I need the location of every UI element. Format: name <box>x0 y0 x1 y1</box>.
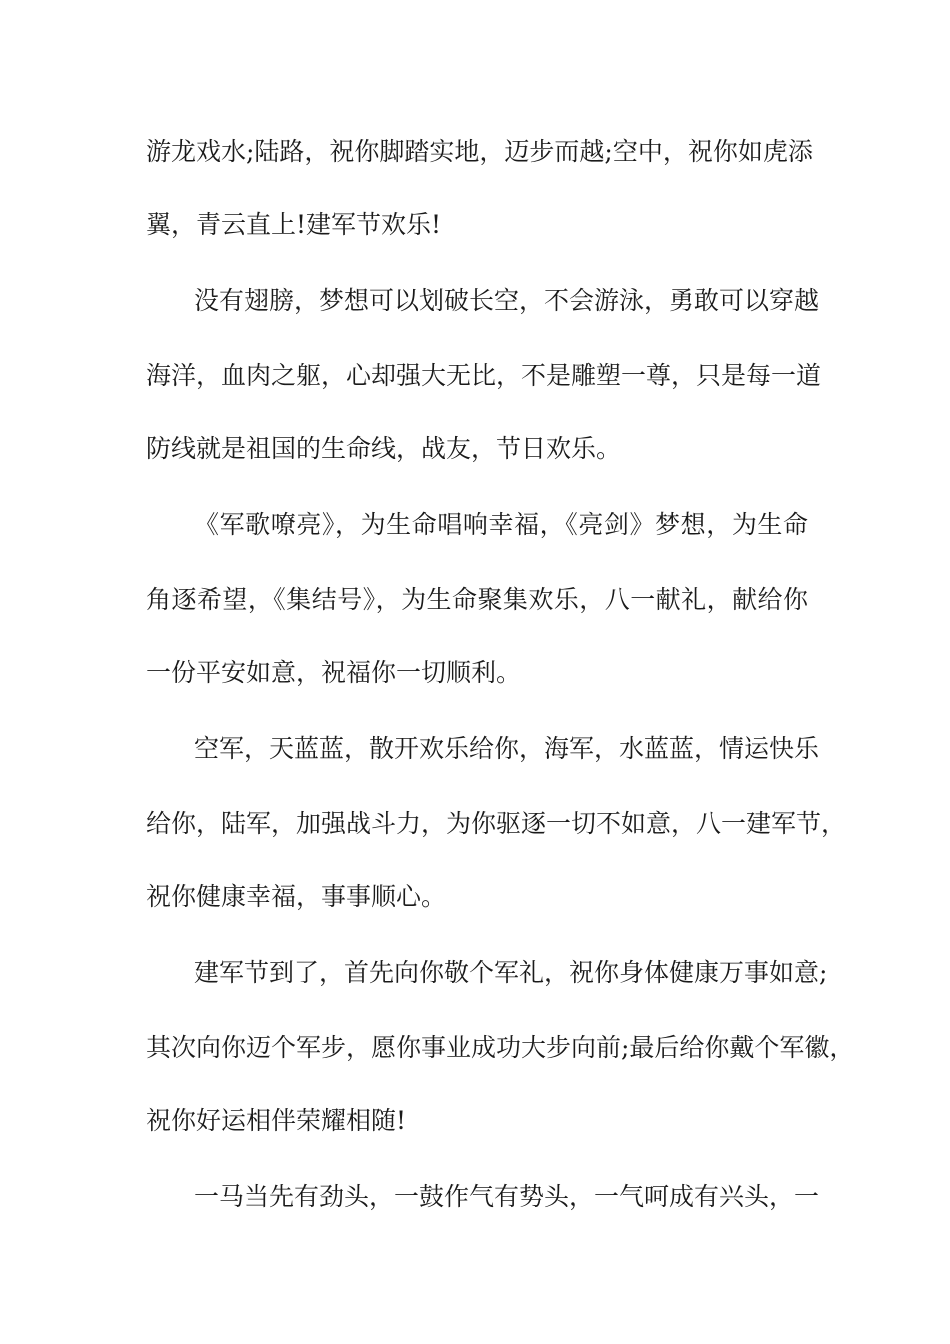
paragraph-4-line-3: 祝你健康幸福，事事顺心。 <box>146 882 447 911</box>
paragraph-3-line-1: 《军歌嘹亮》，为生命唱响幸福，《亮剑》梦想，为生命 <box>194 510 808 539</box>
paragraph-2-line-3: 防线就是祖国的生命线，战友，节日欢乐。 <box>146 434 622 463</box>
paragraph-5-line-3: 祝你好运相伴荣耀相随! <box>146 1106 407 1135</box>
paragraph-1-line-2: 翼，青云直上!建军节欢乐! <box>146 210 442 239</box>
paragraph-4-line-2: 给你，陆军，加强战斗力，为你驱逐一切不如意，八一建军节， <box>146 809 847 838</box>
paragraph-3-line-2: 角逐希望，《集结号》，为生命聚集欢乐，八一献礼，献给你 <box>146 585 808 614</box>
paragraph-6-line-1: 一马当先有劲头，一鼓作气有势头，一气呵成有兴头，一 <box>194 1182 820 1211</box>
paragraph-1-line-1: 游龙戏水;陆路，祝你脚踏实地，迈步而越;空中，祝你如虎添 <box>146 137 813 166</box>
paragraph-5-line-2: 其次向你迈个军步，愿你事业成功大步向前;最后给你戴个军徽， <box>146 1033 855 1062</box>
paragraph-5-line-1: 建军节到了，首先向你敬个军礼，祝你身体健康万事如意; <box>194 958 828 987</box>
paragraph-2-line-2: 海洋，血肉之躯，心却强大无比，不是雕塑一尊，只是每一道 <box>146 361 822 390</box>
paragraph-3-line-3: 一份平安如意，祝福你一切顺利。 <box>146 658 522 687</box>
paragraph-2-line-1: 没有翅膀，梦想可以划破长空，不会游泳，勇敢可以穿越 <box>194 286 820 315</box>
paragraph-4-line-1: 空军，天蓝蓝，散开欢乐给你，海军，水蓝蓝，情运快乐 <box>194 734 820 763</box>
